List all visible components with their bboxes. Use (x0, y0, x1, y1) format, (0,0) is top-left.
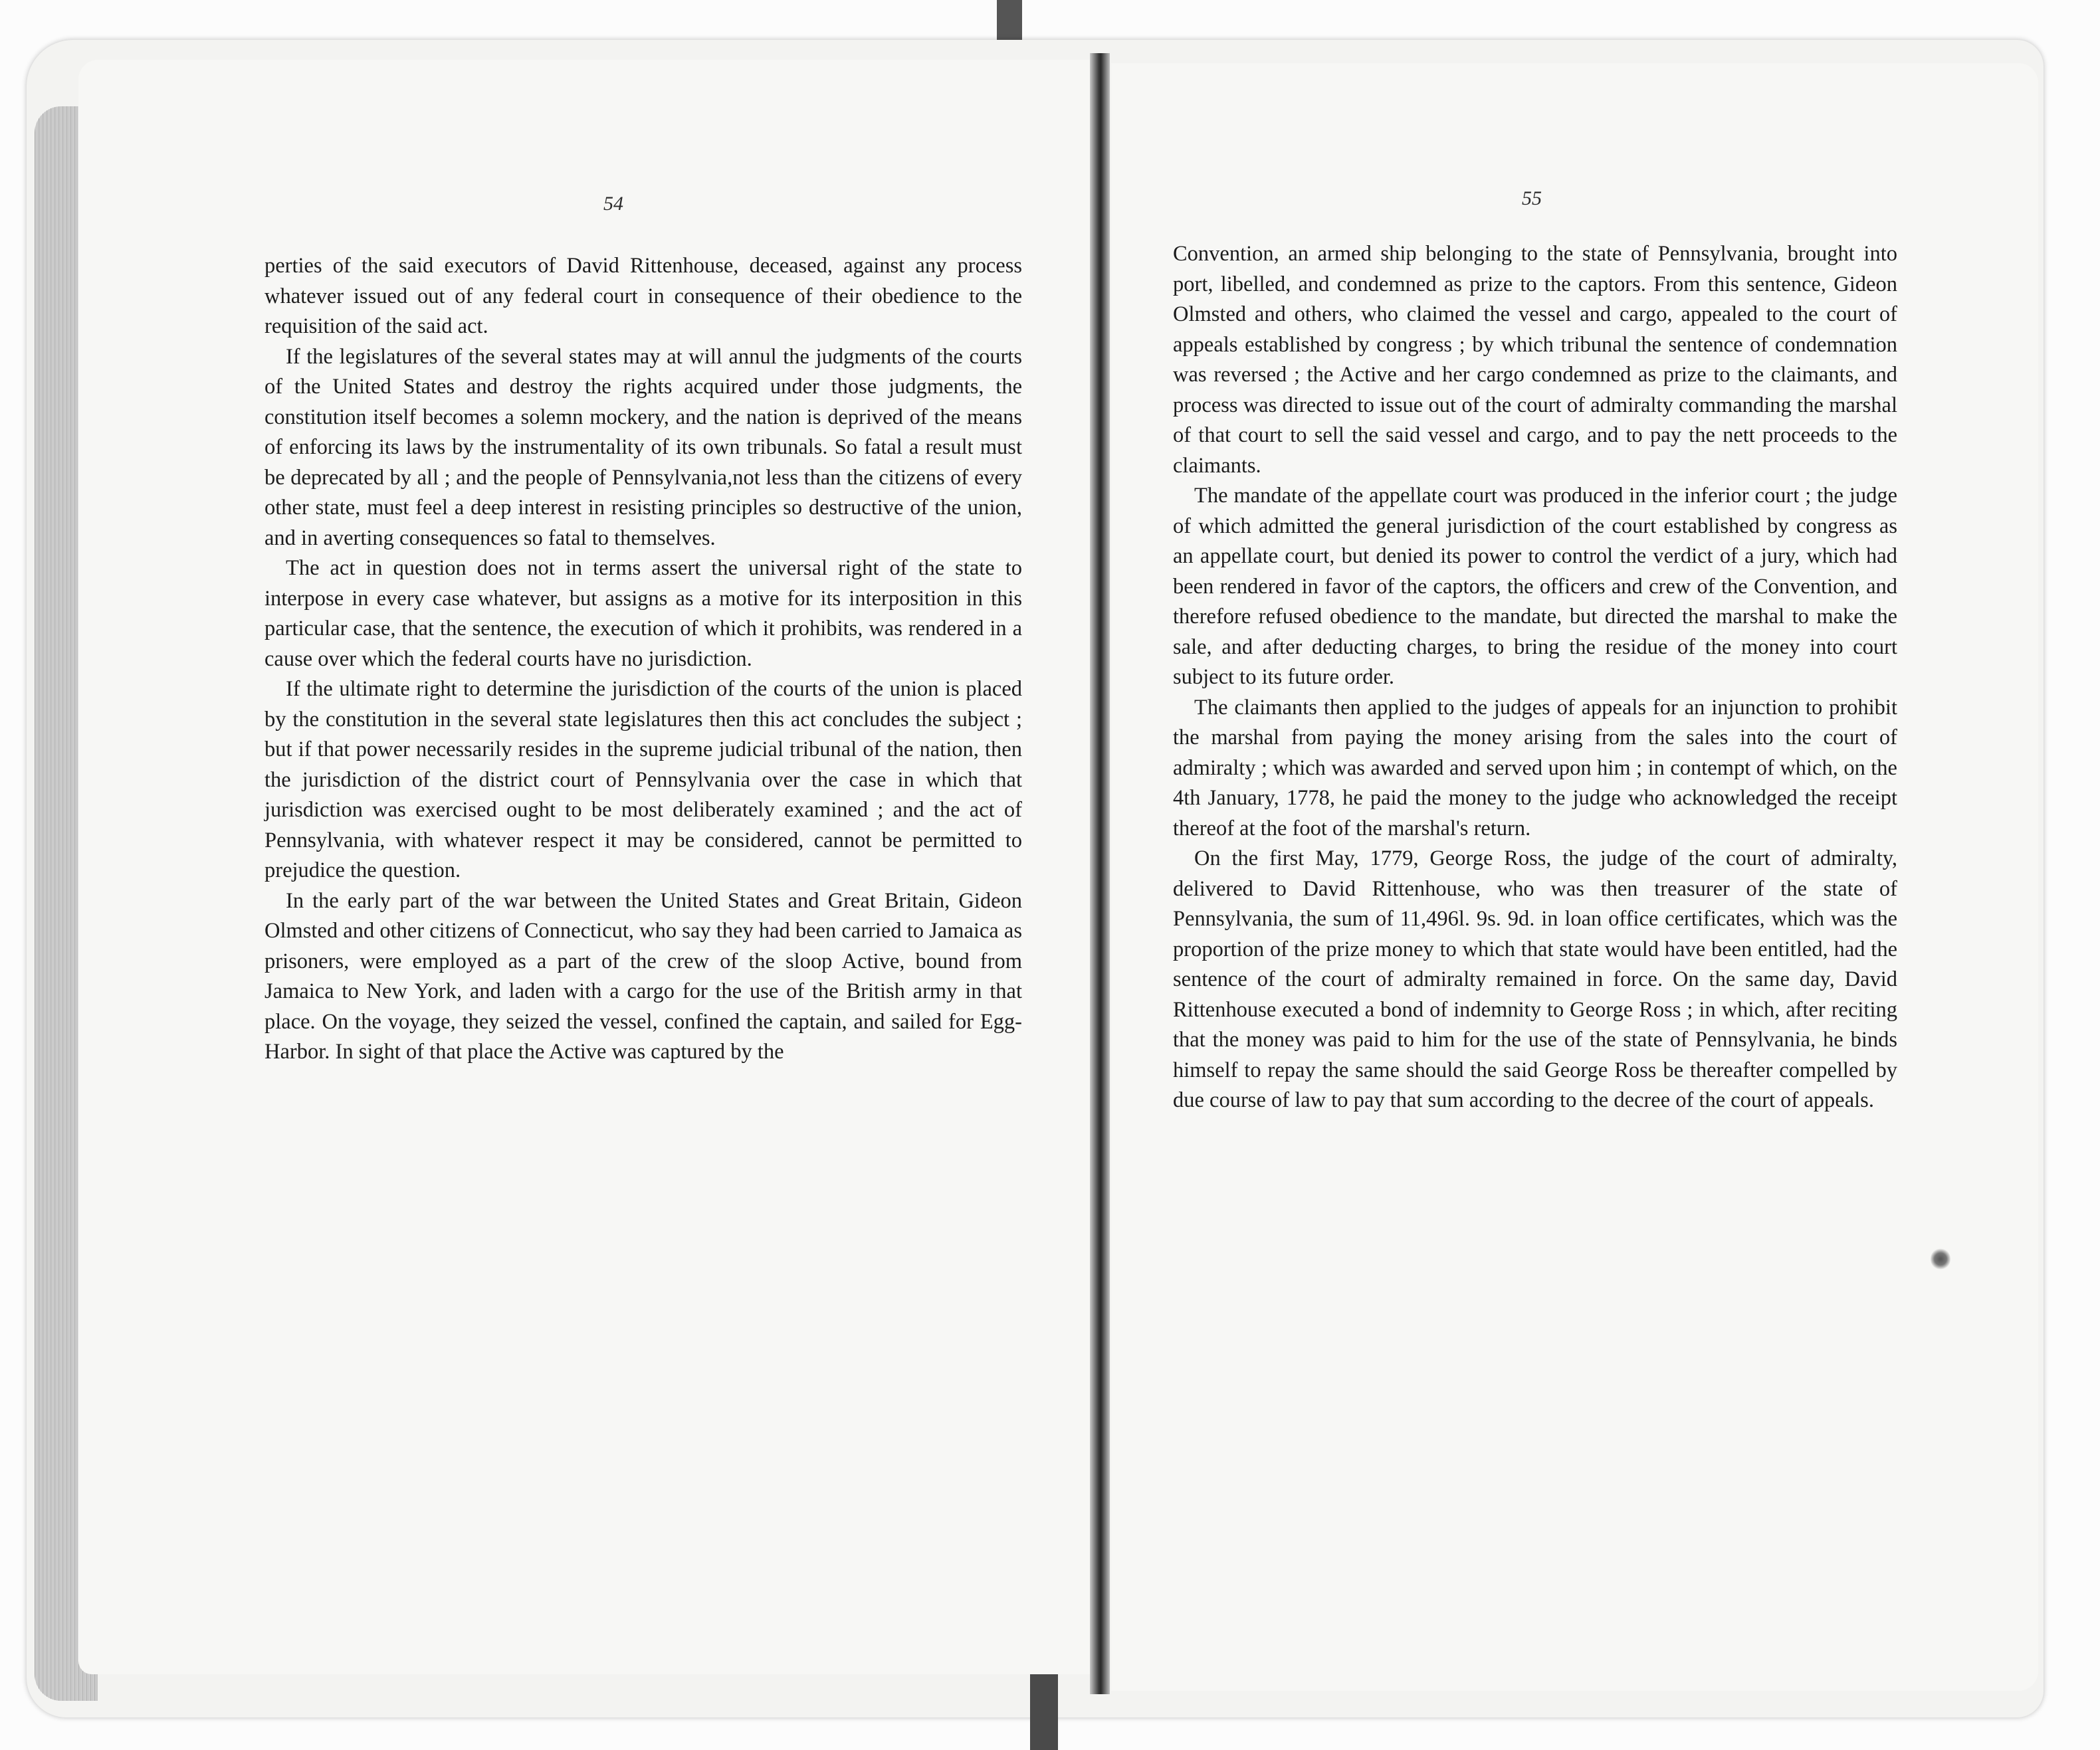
paragraph: Convention, an armed ship belonging to the state of Pennsylvania, brought into port, libelled, and condemned as prize to the captors. From this sentence, Gideon Olmsted and others, who claimed the vessel and cargo, appealed to the court of appeals established by congress ; by which tribunal the sentence of condemnation was reversed ; the Active and her cargo condemned as prize to the claimants, and process was directed to issue out of the court of admiralty commanding the marshal of that court to sell the said vessel and cargo, and to pay the nett proceeds to the claimants. (1173, 242, 1897, 478)
paragraph: The act in question does not in terms assert the universal right of the state to interpose in every case whatever, but assigns as a motive for its interposition in this particular case, that the sentence, the execution of which it prohibits, was rendered in a cause over which the federal courts have no jurisdiction. (264, 556, 1022, 671)
paragraph: The mandate of the appellate court was produced in the inferior court ; the judge of which admitted the general jurisdiction of the court established by congress as an appellate court, but denied its power to control the verdict of a jury, which had been rendered in favor of the captors, the officers and crew of the Convention, and therefore refused obedience to the mandate, but directed the marshal to make the sale, and after deducting charges, to bring the residue of the money into court subject to its future order. (1173, 484, 1897, 689)
page-number-left: 54 (603, 193, 623, 215)
ink-blot (1931, 1248, 1950, 1270)
paragraph: perties of the said executors of David Rittenhouse, deceased, against any process whatever issued out of any federal court in consequence of their obedience to the requisition of the said act. (264, 254, 1022, 338)
left-page-text (264, 251, 1022, 1068)
paragraph: In the early part of the war between the United States and Great Britain, Gideon Olmsted and other citizens of Connecticut, who say they had been carried to Jamaica as prisoners, were employed as a part of the crew of the sloop Active, bound from Jamaica to New York, and laden with a cargo for the use of the British army in that place. On the voyage, they seized the vessel, confined the captain, and sailed for Egg-Harbor. In sight of that place the Active was captured by the (264, 888, 1022, 1064)
paragraph: If the legislatures of the several states may at will annul the judgments of the courts of the United States and destroy the rights acquired under those judgments, the constitution itself becomes a solemn mockery, and the nation is deprived of the means of enforcing its laws by the instrumentality of its own tribunals. So fatal a result must be deprecated by all ; and the people of Pennsylvania,not less than the citizens of every other state, must feel a deep interest in resisting principles so destructive of the union, and in averting consequences so fatal to themselves. (264, 344, 1022, 550)
book-gutter (1090, 53, 1110, 1694)
paragraph: The claimants then applied to the judges of appeals for an injunction to prohibit the marshal from paying the money arising from the sales into the court of admiralty ; which was awarded and served upon him ; in contempt of which, on the 4th January, 1778, he paid the money to the judge who acknowledged the receipt thereof at the foot of the marshal's return. (1173, 695, 1897, 840)
paragraph: If the ultimate right to determine the jurisdiction of the courts of the union is placed by the constitution in the several state legislatures then this act concludes the subject ; but if that power necessarily resides in the supreme judicial tribunal of the nation, then the jurisdiction of the district court of Pennsylvania over the case in which that jurisdiction was exercised ought to be most deliberately examined ; and the act of Pennsylvania, with whatever respect it may be considered, cannot be permitted to prejudice the question. (264, 677, 1022, 882)
right-page-text (1173, 239, 1897, 1116)
page-number-right: 55 (1522, 187, 1542, 209)
paragraph: On the first May, 1779, George Ross, the judge of the court of admiralty, delivered to David Rittenhouse, who was then treasurer of the state of Pennsylvania, the sum of 11,496l. 9s. 9d. in loan office certificates, which was the proportion of the prize money to which that state would have been entitled, had the sentence of the court of admiralty remained in force. On the same day, David Rittenhouse executed a bond of indemnity to George Ross ; in which, after reciting that the money was paid to him for the use of the state of Pennsylvania, he binds himself to repay the same should the said George Ross be thereafter compelled by due course of law to pay that sum according to the decree of the court of appeals. (1173, 846, 1897, 1112)
binding-thread-bottom (1030, 1674, 1058, 1750)
